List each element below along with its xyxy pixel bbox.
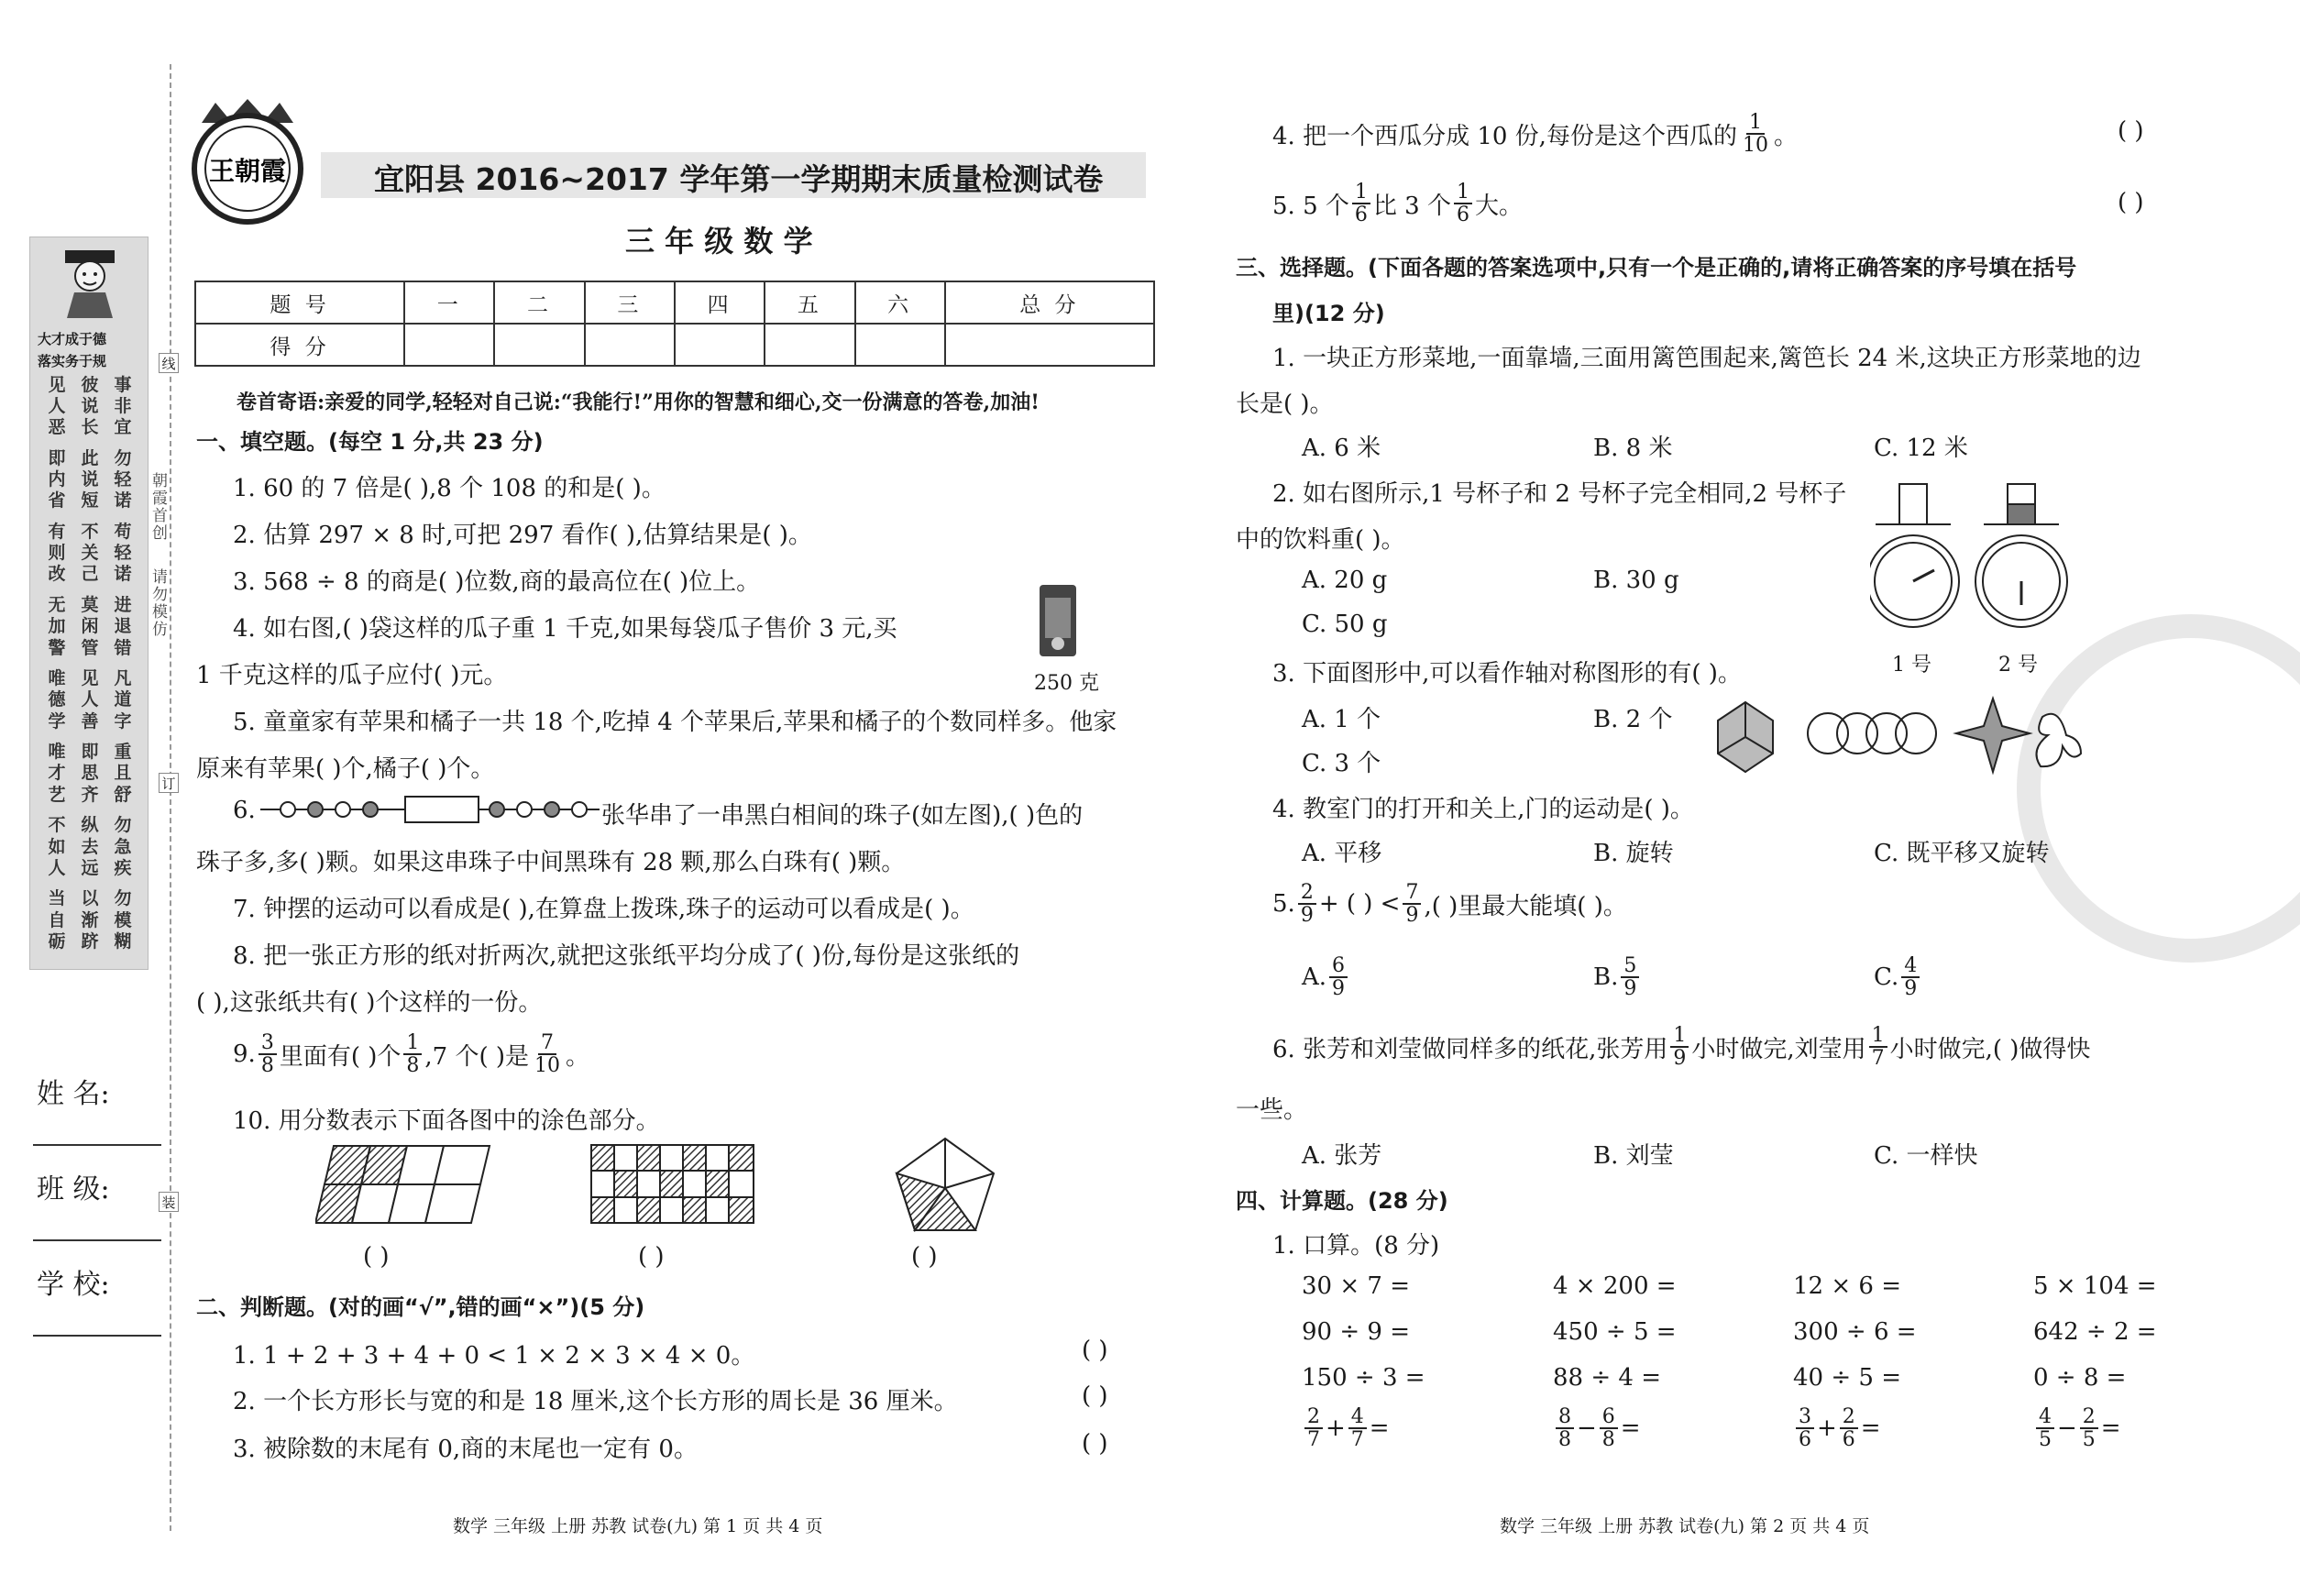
- s1-q7: 7. 钟摆的运动可以看成是( ),在算盘上拨珠,珠子的运动可以看成是( )。: [233, 896, 974, 923]
- s2-q5-answer[interactable]: ( ): [2118, 189, 2144, 216]
- s3-q4-option-b[interactable]: B. 旋转: [1593, 840, 1674, 867]
- fraction: $\frac{7}{9}$: [1403, 882, 1421, 926]
- slogan-top: 大才成于德: [38, 331, 107, 347]
- s2-q2-answer[interactable]: ( ): [1082, 1382, 1108, 1410]
- calc-fraction-item: $\frac{4}{5}$ − $\frac{2}{5}$ =: [2033, 1406, 2121, 1450]
- motto-char: 彼: [81, 375, 99, 395]
- score-cell: 一: [404, 281, 494, 324]
- s2-q1-answer[interactable]: ( ): [1082, 1337, 1108, 1364]
- score-input[interactable]: [404, 324, 494, 366]
- s1-q3: 3. 568 ÷ 8 的商是( )位数,商的最高位在( )位上。: [233, 568, 761, 596]
- motto-char: 闲: [81, 616, 99, 637]
- cup-2-label: 2 号: [1998, 654, 2038, 677]
- brand-logo-icon: [183, 95, 312, 233]
- motto-char: 说: [81, 396, 99, 417]
- binding-mark-order: 订: [159, 773, 179, 793]
- motto-char: 改: [48, 564, 66, 585]
- motto-char: 渐: [81, 909, 99, 930]
- motto-char: 长: [81, 417, 99, 438]
- seed-bag-icon: [1038, 583, 1078, 658]
- fraction: $\frac{3}{8}$: [259, 1032, 277, 1076]
- fraction: $\frac{5}{9}$: [1621, 955, 1639, 999]
- motto-column: [43, 375, 71, 952]
- checker-grid-figure: [590, 1144, 755, 1225]
- parallelogram-figure: [315, 1144, 499, 1225]
- motto-char: 人: [48, 396, 66, 417]
- motto-panel: [29, 237, 149, 970]
- motto-char: 非: [114, 396, 132, 417]
- score-input[interactable]: [675, 324, 765, 366]
- motto-char: 此: [81, 448, 99, 469]
- s3-q4-option-c[interactable]: C. 既平移又旋转: [1874, 840, 2050, 867]
- motto-char: 内: [48, 469, 66, 490]
- fraction: $\frac{7}{10}$: [534, 1031, 560, 1078]
- motto-char: 才: [48, 763, 66, 784]
- s1-q1: 1. 60 的 7 倍是( ),8 个 108 的和是( )。: [233, 475, 666, 502]
- motto-char: 己: [81, 564, 99, 585]
- footer-page-2: 数学 三年级 上册 苏教 试卷(九) 第 2 页 共 4 页: [1500, 1516, 1870, 1536]
- calc-item: 5 × 104 =: [2033, 1272, 2157, 1300]
- s3-q2a: 2. 如右图所示,1 号杯子和 2 号杯子完全相同,2 号杯子: [1272, 480, 1847, 508]
- s3-q2-option-c[interactable]: C. 50 g: [1302, 611, 1388, 638]
- motto-char: 砺: [48, 930, 66, 952]
- s4-sub1: 1. 口算。(8 分): [1272, 1232, 1440, 1260]
- motto-char: 唯: [48, 742, 66, 763]
- s1-q6b: 珠子多,多( )颗。如果这串珠子中间黑珠有 28 颗,那么白珠有( )颗。: [196, 849, 906, 876]
- motto-char: 德: [48, 689, 66, 710]
- s3-q2-option-a[interactable]: A. 20 g: [1302, 567, 1388, 594]
- calc-item: 642 ÷ 2 =: [2033, 1318, 2157, 1346]
- s2-q4: 4. 把一个西瓜分成 10 份,每份是这个西瓜的 $\frac{1}{10}$ 。: [1272, 111, 1798, 158]
- calc-fraction-item: $\frac{8}{8}$ − $\frac{6}{8}$ =: [1553, 1406, 1641, 1450]
- class-field[interactable]: [33, 1239, 161, 1241]
- motto-char: 诺: [114, 490, 132, 512]
- score-input[interactable]: [945, 324, 1154, 366]
- motto-char: 轻: [114, 543, 132, 564]
- scholar-illustration: [56, 247, 124, 320]
- score-cell: 四: [675, 281, 765, 324]
- motto-char: 模: [114, 909, 132, 930]
- motto-char: 勿: [114, 815, 132, 836]
- motto-char: 轻: [114, 469, 132, 490]
- name-label: 姓 名:: [37, 1078, 110, 1110]
- score-input[interactable]: [585, 324, 675, 366]
- motto-char: 以: [81, 888, 99, 909]
- s3-q1a: 1. 一块正方形菜地,一面靠墙,三面用篱笆围起来,篱笆长 24 米,这块正方形菜地的边: [1272, 345, 2141, 372]
- score-input[interactable]: [855, 324, 945, 366]
- motto-char: 见: [81, 668, 99, 689]
- score-table-score-row: [195, 324, 1154, 366]
- motto-char: 勿: [114, 448, 132, 469]
- s1-q6a: 张华串了一串黑白相间的珠子(如左图),( )色的: [601, 802, 1084, 830]
- s3-q5-option-a[interactable]: A. $\frac{6}{9}$: [1302, 955, 1350, 999]
- s1-q4b: 1 千克这样的瓜子应付( )元。: [196, 662, 508, 689]
- motto-char: 自: [48, 909, 66, 930]
- motto-char: 疾: [114, 857, 132, 878]
- s3-q2b: 中的饮料重( )。: [1236, 526, 1405, 554]
- motto-char: 人: [48, 857, 66, 878]
- calc-item: 450 ÷ 5 =: [1553, 1318, 1677, 1346]
- fraction: $\frac{2}{9}$: [1298, 882, 1316, 926]
- motto-char: 人: [81, 689, 99, 710]
- motto-char: 善: [81, 710, 99, 732]
- pentagon-figure: [895, 1137, 996, 1232]
- score-cell: 总 分: [945, 281, 1154, 324]
- intro-message: 卷首寄语:亲爱的同学,轻轻对自己说:“我能行!”用你的智慧和细心,交一份满意的答卷,加油!: [237, 391, 1040, 414]
- s1-q8a: 8. 把一张正方形的纸对折两次,就把这张纸平均分成了( )份,每份是这张纸的: [233, 942, 1020, 970]
- fraction: $\frac{1}{6}$: [1454, 182, 1472, 226]
- motto-char: 且: [114, 763, 132, 784]
- s3-q1b: 长是( )。: [1236, 391, 1334, 418]
- school-label: 学 校:: [37, 1269, 110, 1301]
- score-input[interactable]: [765, 324, 854, 366]
- motto-char: 莫: [81, 595, 99, 616]
- calc-item: 30 × 7 =: [1302, 1272, 1410, 1300]
- motto-char: 字: [114, 710, 132, 732]
- calc-item: 12 × 6 =: [1793, 1272, 1901, 1300]
- motto-char: 纵: [81, 815, 99, 836]
- s3-q1-option-c[interactable]: C. 12 米: [1874, 435, 1968, 462]
- motto-char: 退: [114, 616, 132, 637]
- motto-char: 恶: [48, 417, 66, 438]
- vertical-note-1: 朝霞首创: [149, 472, 167, 542]
- seed-bag-weight: 250 克: [1034, 672, 1099, 695]
- motto-char: 事: [114, 375, 132, 395]
- s1-q8b: ( ),这张纸共有( )个这样的一份。: [196, 989, 543, 1017]
- motto-char: 艺: [48, 784, 66, 805]
- fraction: $\frac{1}{7}$: [1869, 1025, 1887, 1069]
- motto-char: 有: [48, 522, 66, 543]
- s3-q2-option-b[interactable]: B. 30 g: [1593, 567, 1679, 594]
- fraction: $\frac{1}{8}$: [403, 1032, 422, 1076]
- bead-string-icon: [260, 795, 600, 824]
- fraction: $\frac{4}{9}$: [1901, 955, 1920, 999]
- s1-q4a: 4. 如右图,( )袋这样的瓜子重 1 千克,如果每袋瓜子售价 3 元,买: [233, 615, 897, 643]
- s3-q3-option-c[interactable]: C. 3 个: [1302, 750, 1381, 777]
- calc-item: 4 × 200 =: [1553, 1272, 1677, 1300]
- s1-q5b: 原来有苹果( )个,橘子( )个。: [196, 755, 495, 783]
- motto-columns: [43, 375, 137, 952]
- calc-item: 150 ÷ 3 =: [1302, 1364, 1425, 1392]
- section2-title: 二、判断题。(对的画“√”,错的画“×”)(5 分): [196, 1294, 645, 1320]
- footer-page-1: 数学 三年级 上册 苏教 试卷(九) 第 1 页 共 4 页: [453, 1516, 823, 1536]
- s3-q1-option-b[interactable]: B. 8 米: [1593, 435, 1673, 462]
- s2-q4-answer[interactable]: ( ): [2118, 117, 2144, 145]
- fraction: $\frac{1}{6}$: [1352, 182, 1370, 226]
- fraction: $\frac{6}{9}$: [1329, 955, 1348, 999]
- calc-fraction-item: $\frac{3}{6}$ + $\frac{2}{6}$ =: [1793, 1406, 1881, 1450]
- s3-q5: 5. $\frac{2}{9}$ + ( ) < $\frac{7}{9}$ ,( )里最大能填( )。: [1272, 881, 1627, 928]
- motto-char: 管: [81, 637, 99, 658]
- svg-text:王朝霞: 王朝霞: [208, 156, 287, 186]
- fraction: $\frac{1}{9}$: [1670, 1025, 1689, 1069]
- q10-answer-2[interactable]: ( ): [638, 1243, 665, 1271]
- scale-cups-figure: [1870, 479, 2072, 640]
- symmetry-shapes-figure: [1700, 693, 2085, 781]
- calc-item: 40 ÷ 5 =: [1793, 1364, 1901, 1392]
- s1-q9: 9. $\frac{3}{8}$ 里面有( )个 $\frac{1}{8}$ ,7 个( )是 $\frac{7}{10}$ 。: [233, 1031, 590, 1078]
- s2-q3-answer[interactable]: ( ): [1082, 1430, 1108, 1458]
- slogan-bottom: 落实务于规: [38, 353, 107, 369]
- motto-char: 见: [48, 375, 66, 395]
- motto-char: 远: [81, 857, 99, 878]
- motto-char: 短: [81, 490, 99, 512]
- motto-char: 省: [48, 490, 66, 512]
- score-table-header-row: [195, 281, 1154, 324]
- motto-char: 即: [81, 742, 99, 763]
- motto-char: 进: [114, 595, 132, 616]
- score-cell: 题 号: [195, 281, 404, 324]
- s3-q3-option-b[interactable]: B. 2 个: [1593, 706, 1673, 733]
- s3-q5-option-c[interactable]: C. $\frac{4}{9}$: [1874, 955, 1922, 999]
- name-field[interactable]: [33, 1144, 161, 1146]
- motto-char: 不: [48, 815, 66, 836]
- cup-1-label: 1 号: [1892, 654, 1931, 677]
- class-label: 班 级:: [37, 1173, 110, 1205]
- s3-q4-option-a[interactable]: A. 平移: [1302, 840, 1382, 867]
- s3-q6-option-a[interactable]: A. 张芳: [1302, 1142, 1382, 1170]
- score-table: [194, 281, 1155, 367]
- motto-char: 急: [114, 836, 132, 857]
- motto-char: 无: [48, 595, 66, 616]
- score-input[interactable]: [494, 324, 584, 366]
- school-field[interactable]: [33, 1335, 161, 1337]
- section4-title: 四、计算题。(28 分): [1236, 1188, 1448, 1214]
- motto-char: 诺: [114, 564, 132, 585]
- section3-title-b: 里)(12 分): [1272, 301, 1385, 326]
- fraction: $\frac{1}{10}$: [1742, 111, 1768, 158]
- motto-char: 当: [48, 888, 66, 909]
- s2-q2: 2. 一个长方形长与宽的和是 18 厘米,这个长方形的周长是 36 厘米。: [233, 1388, 958, 1415]
- score-cell: 三: [585, 281, 675, 324]
- motto-char: 错: [114, 637, 132, 658]
- calc-item: 300 ÷ 6 =: [1793, 1318, 1917, 1346]
- motto-char: 不: [81, 522, 99, 543]
- motto-char: 则: [48, 543, 66, 564]
- score-cell: 得 分: [195, 324, 404, 366]
- s3-q6: 6. 张芳和刘莹做同样多的纸花,张芳用 $\frac{1}{9}$ 小时做完,刘莹用 $\frac{1}{7}$ 小时做完,( )做得快: [1272, 1024, 2091, 1071]
- motto-char: 跻: [81, 930, 99, 952]
- s1-q5a: 5. 童童家有苹果和橘子一共 18 个,吃掉 4 个苹果后,苹果和橘子的个数同样多。他家: [233, 709, 1117, 736]
- s2-q3: 3. 被除数的末尾有 0,商的末尾也一定有 0。: [233, 1436, 698, 1463]
- watermark-stamp: [2017, 614, 2300, 963]
- q10-answer-3[interactable]: ( ): [911, 1243, 938, 1271]
- s1-q10: 10. 用分数表示下面各图中的涂色部分。: [233, 1107, 660, 1135]
- motto-char: 去: [81, 836, 99, 857]
- motto-char: 宜: [114, 417, 132, 438]
- motto-char: 警: [48, 637, 66, 658]
- motto-char: 重: [114, 742, 132, 763]
- motto-char: 说: [81, 469, 99, 490]
- motto-char: 勿: [114, 888, 132, 909]
- binding-mark-line: 线: [159, 353, 179, 373]
- s3-q3: 3. 下面图形中,可以看作轴对称图形的有( )。: [1272, 660, 1742, 688]
- section1-title: 一、填空题。(每空 1 分,共 23 分): [196, 429, 544, 455]
- calc-item: 0 ÷ 8 =: [2033, 1364, 2127, 1392]
- motto-column: [76, 375, 104, 952]
- calc-item: 90 ÷ 9 =: [1302, 1318, 1410, 1346]
- motto-char: 如: [48, 836, 66, 857]
- motto-column: [109, 375, 137, 952]
- motto-char: 学: [48, 710, 66, 732]
- motto-char: 关: [81, 543, 99, 564]
- motto-char: 唯: [48, 668, 66, 689]
- exam-subject: 三 年 级 数 学: [625, 224, 813, 259]
- motto-char: 齐: [81, 784, 99, 805]
- s3-q6-option-b[interactable]: B. 刘莹: [1593, 1142, 1674, 1170]
- s2-q5: 5. 5 个 $\frac{1}{6}$ 比 3 个 $\frac{1}{6}$ 大。: [1272, 181, 1523, 227]
- q10-answer-1[interactable]: ( ): [363, 1243, 390, 1271]
- s3-q5-option-b[interactable]: B. $\frac{5}{9}$: [1593, 955, 1642, 999]
- calc-item: 88 ÷ 4 =: [1553, 1364, 1661, 1392]
- s3-q6-option-c[interactable]: C. 一样快: [1874, 1142, 1978, 1170]
- motto-char: 苟: [114, 522, 132, 543]
- motto-char: 思: [81, 763, 99, 784]
- motto-char: 加: [48, 616, 66, 637]
- score-cell: 六: [855, 281, 945, 324]
- motto-char: 糊: [114, 930, 132, 952]
- exam-title: 宜阳县 2016~2017 学年第一学期期末质量检测试卷: [374, 161, 1104, 197]
- motto-char: 即: [48, 448, 66, 469]
- s1-q6-number: 6.: [233, 797, 256, 824]
- vertical-note-2: 请勿模仿: [149, 568, 167, 638]
- s1-q2: 2. 估算 297 × 8 时,可把 297 看作( ),估算结果是( )。: [233, 522, 812, 549]
- motto-char: 舒: [114, 784, 132, 805]
- score-cell: 五: [765, 281, 854, 324]
- calc-fraction-item: $\frac{2}{7}$ + $\frac{4}{7}$ =: [1302, 1406, 1390, 1450]
- section3-title-a: 三、选择题。(下面各题的答案选项中,只有一个是正确的,请将正确答案的序号填在括号: [1236, 255, 2077, 281]
- binding-line: [170, 64, 171, 1531]
- s2-q1: 1. 1 + 2 + 3 + 4 + 0 < 1 × 2 × 3 × 4 × 0。: [233, 1342, 755, 1370]
- s3-q1-option-a[interactable]: A. 6 米: [1302, 435, 1381, 462]
- score-cell: 二: [494, 281, 584, 324]
- motto-char: 凡: [114, 668, 132, 689]
- s3-q4: 4. 教室门的打开和关上,门的运动是( )。: [1272, 796, 1694, 823]
- motto-char: 道: [114, 689, 132, 710]
- binding-mark-bind: 装: [159, 1192, 179, 1212]
- s3-q6b: 一些。: [1236, 1096, 1308, 1124]
- s3-q3-option-a[interactable]: A. 1 个: [1302, 706, 1381, 733]
